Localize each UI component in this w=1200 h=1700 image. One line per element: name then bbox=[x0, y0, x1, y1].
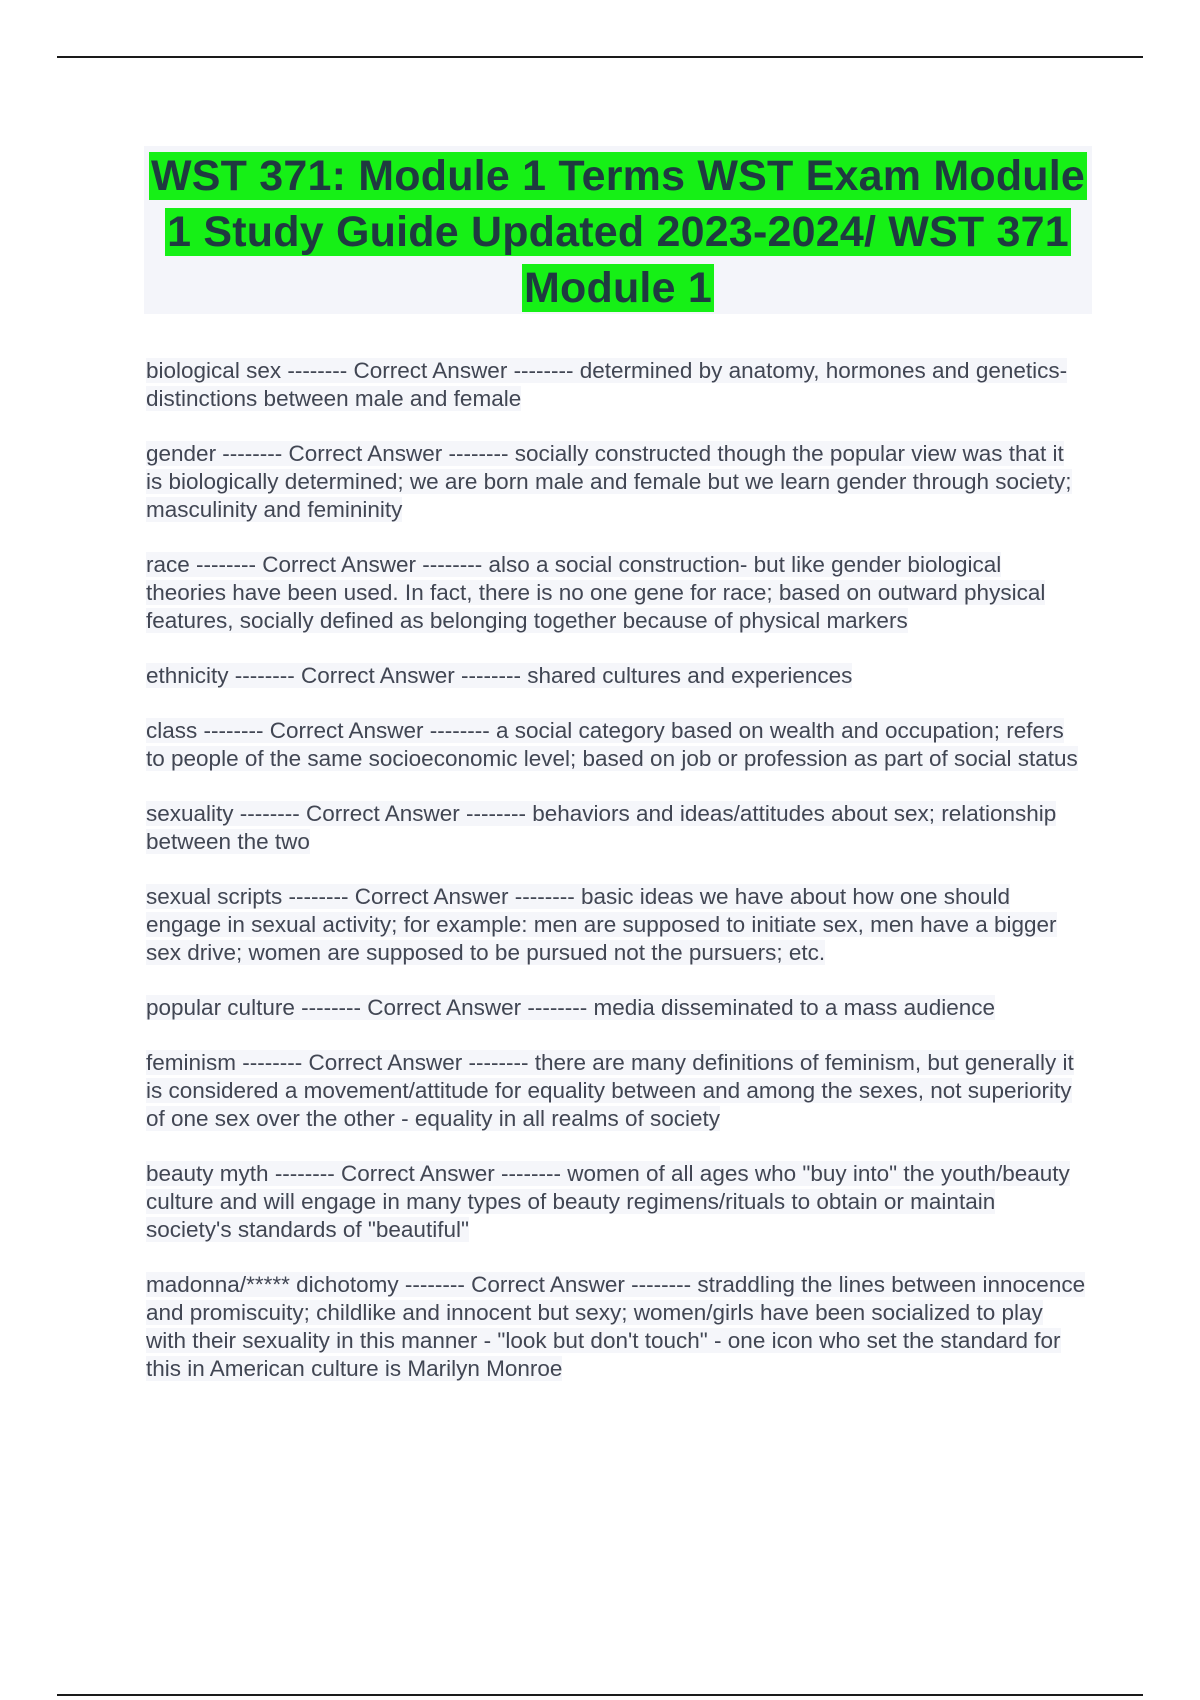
term-item bbox=[146, 1160, 1086, 1244]
term-item bbox=[146, 800, 1086, 856]
term-text: gender -------- Correct Answer -------- socially constructed though the popular view was that it is biologically determined; we are born male and female but we learn gender through society; masculinity and femininity bbox=[146, 441, 1072, 522]
term-item bbox=[146, 551, 1086, 635]
footer-rule bbox=[57, 1694, 1143, 1696]
term-text: madonna/***** dichotomy -------- Correct Answer -------- straddling the lines between innocence and promiscuity; childlike and innocent but sexy; women/girls have been socialized to play with their sexuality in this manner - "look but don't touch" - one icon who set the standard for this in American culture is Marilyn Monroe bbox=[146, 1272, 1086, 1381]
term-text: class -------- Correct Answer -------- a social category based on wealth and occupation; refers to people of the same socioeconomic level; based on job or profession as part of social status bbox=[146, 718, 1078, 771]
document-title-text: WST 371: Module 1 Terms WST Exam Module 1 Study Guide Updated 2023-2024/ WST 371 Module 1 bbox=[150, 152, 1086, 312]
term-text: ethnicity -------- Correct Answer -------- shared cultures and experiences bbox=[146, 663, 853, 688]
term-item bbox=[146, 440, 1086, 524]
document-title bbox=[144, 148, 1092, 316]
term-text: sexual scripts -------- Correct Answer -------- basic ideas we have about how one should engage in sexual activity; for example: men are supposed to initiate sex, men have a bigger sex drive; women are supposed to be pursued not the pursuers; etc. bbox=[146, 884, 1057, 965]
term-item bbox=[146, 717, 1086, 773]
term-item bbox=[146, 662, 1086, 690]
term-item bbox=[146, 994, 1086, 1022]
term-item bbox=[146, 357, 1086, 413]
term-text: biological sex -------- Correct Answer -------- determined by anatomy, hormones and genetics-distinctions between male and female bbox=[146, 358, 1068, 411]
header-rule bbox=[57, 56, 1143, 58]
term-item bbox=[146, 1271, 1086, 1383]
terms-list bbox=[146, 357, 1086, 1410]
term-item bbox=[146, 883, 1086, 967]
term-text: popular culture -------- Correct Answer -------- media disseminated to a mass audience bbox=[146, 995, 996, 1020]
term-text: beauty myth -------- Correct Answer -------- women of all ages who "buy into" the youth/beauty culture and will engage in many types of beauty regimens/rituals to obtain or maintain society's standards of "beautiful" bbox=[146, 1161, 1070, 1242]
term-text: race -------- Correct Answer -------- also a social construction- but like gender biological theories have been used. In fact, there is no one gene for race; based on outward physical features, socially defined as belonging together because of physical markers bbox=[146, 552, 1046, 633]
term-text: sexuality -------- Correct Answer -------- behaviors and ideas/attitudes about sex; relationship between the two bbox=[146, 801, 1057, 854]
term-text: feminism -------- Correct Answer -------- there are many definitions of feminism, but generally it is considered a movement/attitude for equality between and among the sexes, not superiority of one sex over the other - equality in all realms of society bbox=[146, 1050, 1074, 1131]
term-item bbox=[146, 1049, 1086, 1133]
title-block bbox=[144, 146, 1092, 314]
